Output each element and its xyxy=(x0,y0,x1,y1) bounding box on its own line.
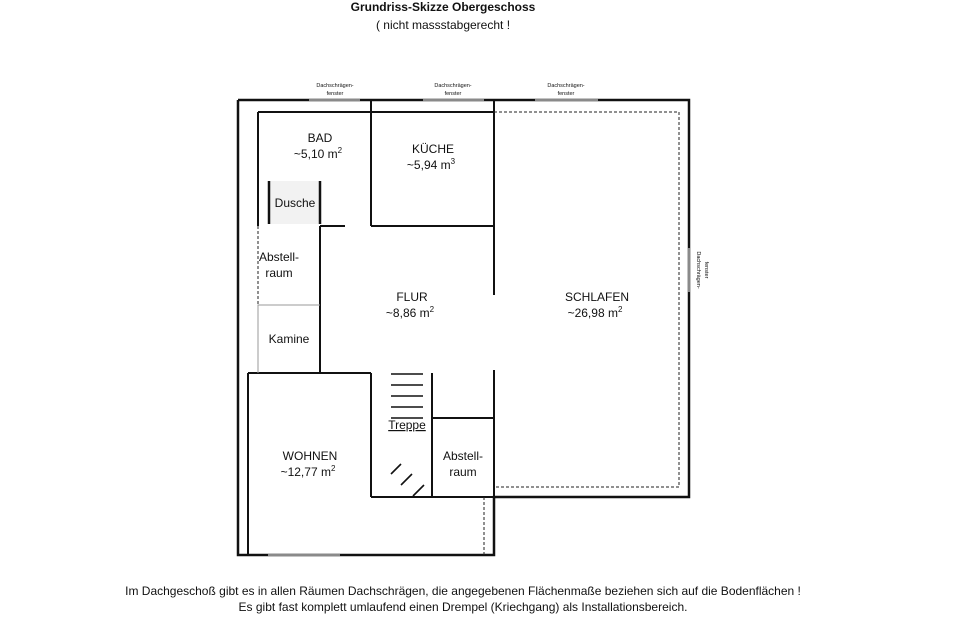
window-label-1-b: fenster xyxy=(326,91,344,97)
room-schlafen-name: SCHLAFEN xyxy=(564,290,630,304)
room-schlafen-area: ~26,98 $m^2$ xyxy=(567,305,623,320)
footer-note-1: Im Dachgeschoß gibt es in allen Räumen Dachschrägen, die angegebenen Flächenmaße beziehen sich auf die Bodenflächen ! xyxy=(125,584,801,598)
window-label-right-b: fenster xyxy=(703,261,709,279)
window-label-right: Dachschrägen- xyxy=(695,251,701,289)
room-wohnen-area: ~12,77 $m^2$ xyxy=(280,464,336,479)
footer-note-2: Es gibt fast komplett umlaufend einen Drempel (Kriechgang) als Installationsbereich. xyxy=(238,600,688,614)
room-abstell-2-line1: Abstell- xyxy=(442,449,484,463)
drempel-lines xyxy=(258,112,679,555)
stairs xyxy=(391,374,424,496)
room-bad-name: BAD xyxy=(307,131,333,145)
diagram-title: Grundriss-Skizze Obergeschoss xyxy=(350,0,536,14)
window-label-2-b: fenster xyxy=(444,91,462,97)
room-kueche-name: KÜCHE xyxy=(411,142,455,156)
room-flur-area: ~8,86 $m^2$ xyxy=(385,305,435,320)
interior-walls xyxy=(248,100,494,555)
window-label-2: Dachschrägen- xyxy=(434,83,472,89)
dachfenster-marks xyxy=(268,100,689,555)
window-label-1: Dachschrägen- xyxy=(316,83,354,89)
diagram-subtitle: ( nicht massstabgerecht ! xyxy=(375,18,511,32)
room-kueche-area: ~5,94 $m^3$ xyxy=(406,157,456,172)
room-abstell-1-line2: raum xyxy=(265,266,293,280)
room-bad-area: ~5,10 $m^2$ xyxy=(293,146,343,161)
room-kamine-label: Kamine xyxy=(268,332,310,346)
window-label-3-b: fenster xyxy=(557,91,575,97)
room-treppe-label: Treppe xyxy=(388,418,426,432)
room-dusche-label: Dusche xyxy=(274,196,316,210)
room-abstell-1-line1: Abstell- xyxy=(258,250,300,264)
room-wohnen-name: WOHNEN xyxy=(282,449,338,463)
room-abstell-2-line2: raum xyxy=(449,465,477,479)
window-label-3: Dachschrägen- xyxy=(547,83,585,89)
room-flur-name: FLUR xyxy=(396,290,428,304)
